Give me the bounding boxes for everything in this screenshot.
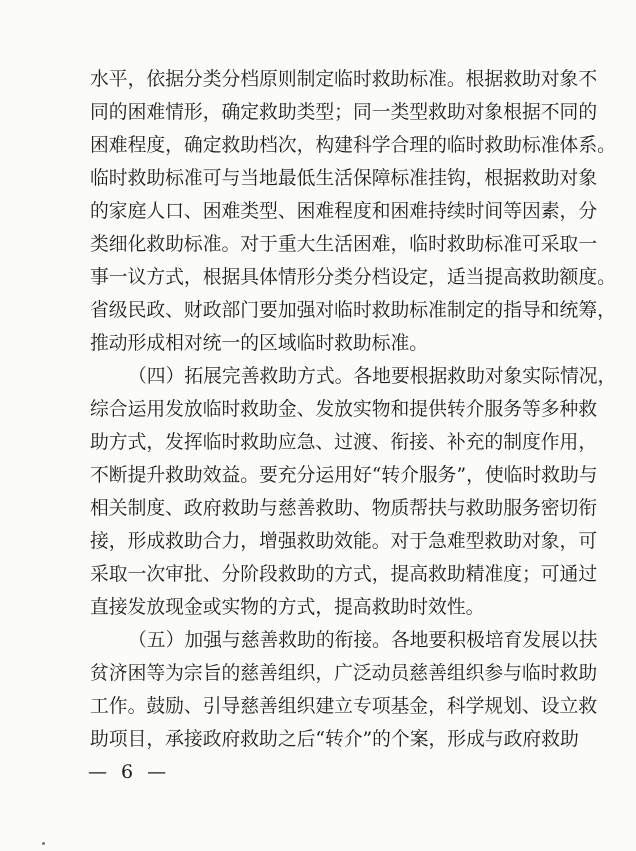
text-line: 事 一 议 方 式 ， 根 据 具 体 情 形 分 类 分 档 设 定 ， 适 当 提 高 救 助 额 度 。 — [90, 267, 616, 288]
page-number: — 6 — — [88, 761, 171, 783]
text-line: 相 关 制 度 、 政 府 救 助 与 慈 善 救 助 、 物 质 帮 扶 与 救 助 服 务 密 切 衔 — [90, 498, 598, 519]
text-line: 困 难 程 度 ， 确 定 救 助 档 次 ， 构 建 科 学 合 理 的 临 时 救 助 标 准 体 系 。 — [90, 135, 616, 156]
text-line: 助 项 目 ， 承 接 政 府 救 助 之 后 “ 转 介 ” 的 个 案 ， 形 成 与 政 府 救 助 — [90, 729, 579, 750]
scan-speck — [42, 842, 45, 845]
text-line: （ 四 ） 拓 展 完 善 救 助 方 式 。 各 地 要 根 据 救 助 对 象 实 际 情 况 ， — [128, 366, 617, 387]
text-line: 的 家 庭 人 口 、 困 难 类 型 、 困 难 程 度 和 困 难 持 续 时 间 等 因 素 ， 分 — [90, 201, 598, 222]
text-line: 接 ， 形 成 救 助 合 力 ， 增 强 救 助 效 能 。 对 于 急 难 型 救 助 对 象 ， 可 — [90, 531, 598, 552]
text-line: 同 的 困 难 情 形 ， 确 定 救 助 类 型 ； 同 一 类 型 救 助 对 象 根 据 不 同 的 — [90, 102, 598, 123]
text-line: 临 时 救 助 标 准 可 与 当 地 最 低 生 活 保 障 标 准 挂 钩 ， 根 据 救 助 对 象 — [90, 168, 598, 189]
text-line: 推动形成相对统一的区域临时救助标准。 — [90, 333, 429, 354]
text-line: 类 细 化 救 助 标 准 。 对 于 重 大 生 活 困 难 ， 临 时 救 助 标 准 可 采 取 一 — [90, 234, 598, 255]
text-line: 不 断 提 升 救 助 效 益 。 要 充 分 运 用 好 “ 转 介 服 务 ” ， 使 临 时 救 助 与 — [90, 465, 598, 486]
text-line: 采 取 一 次 审 批 、 分 阶 段 救 助 的 方 式 ， 提 高 救 助 精 准 度 ； 可 通 过 — [90, 564, 598, 585]
text-line: 综 合 运 用 发 放 临 时 救 助 金 、 发 放 实 物 和 提 供 转 介 服 务 等 多 种 救 — [90, 399, 598, 420]
text-line: 助 方 式 ， 发 挥 临 时 救 助 应 急 、 过 渡 、 衔 接 、 补 充 的 制 度 作 用 ， — [90, 432, 598, 453]
text-line: 直接发放现金或实物的方式，提高救助时效性。 — [90, 597, 485, 618]
text-line: 工 作 。 鼓 励 、 引 导 慈 善 组 织 建 立 专 项 基 金 ， 科 学 规 划 、 设 立 救 — [90, 696, 598, 717]
text-line: 省 级 民 政 、 财 政 部 门 要 加 强 对 临 时 救 助 标 准 制 定 的 指 导 和 统 筹 ， — [90, 300, 616, 321]
text-line: 水 平 ， 依 据 分 类 分 档 原 则 制 定 临 时 救 助 标 准 。 根 据 救 助 对 象 不 — [90, 69, 598, 90]
text-line: （ 五 ） 加 强 与 慈 善 救 助 的 衔 接 。 各 地 要 积 极 培 育 发 展 以 扶 — [128, 630, 598, 651]
text-line: 贫 济 困 等 为 宗 旨 的 慈 善 组 织 ， 广 泛 动 员 慈 善 组 织 参 与 临 时 救 助 — [90, 663, 598, 684]
document-body — [90, 63, 617, 756]
